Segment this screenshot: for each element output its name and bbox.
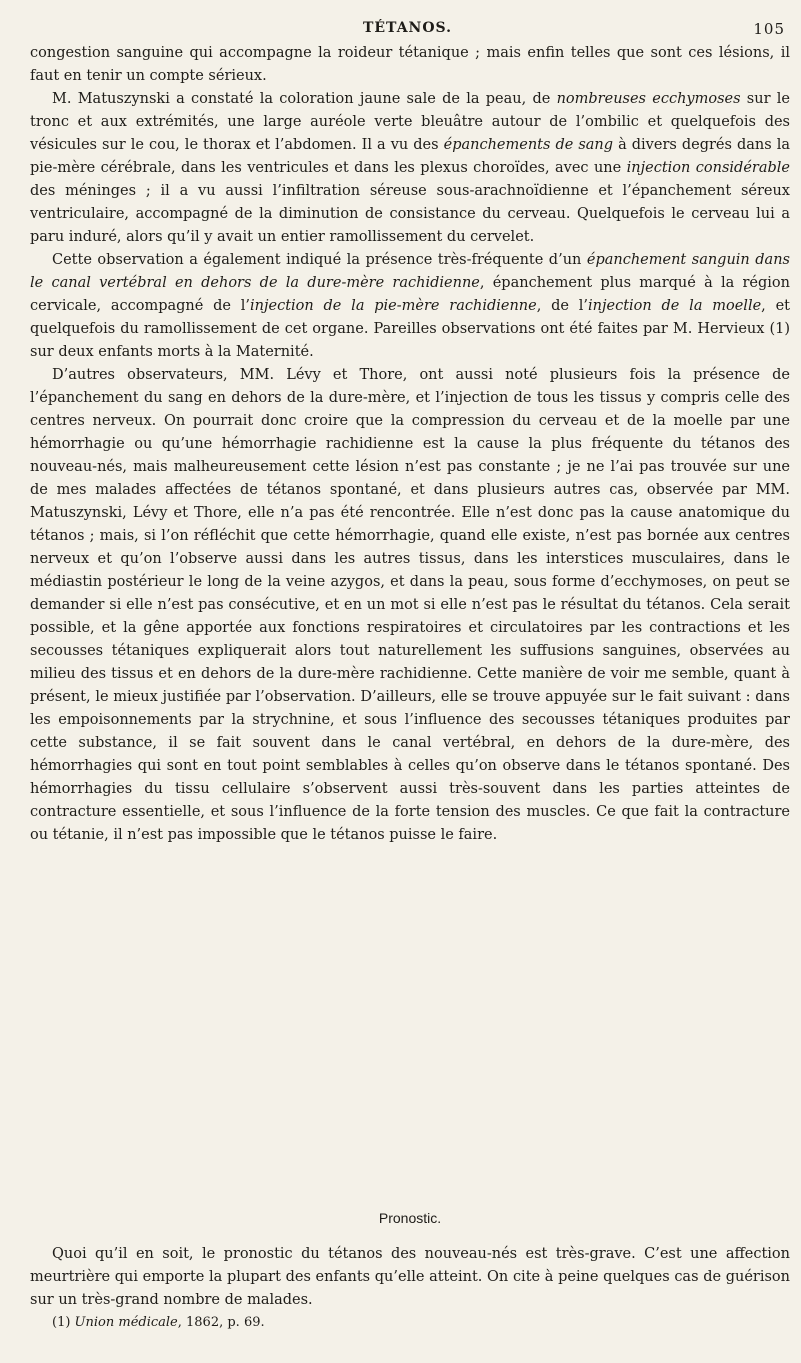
page-header xyxy=(30,20,785,40)
paragraph-3 xyxy=(30,249,790,364)
running-title: TÉTANOS. xyxy=(362,20,453,36)
footnote-marker: (1) xyxy=(52,1315,75,1330)
paragraph-text: sur le tronc et aux extrémités, une large auréole verte bleuâtre autour de l’ombilic et quelquefois des vésicules sur le cou, le thorax et l’abdomen. Il a vu des xyxy=(30,91,790,153)
italic-text: épanchement sanguin dans le canal vertébral en dehors de la dure-mère rachidienne xyxy=(30,252,790,291)
italic-text: épanchements de sang xyxy=(443,137,614,153)
paragraph-text: , de l’ xyxy=(536,298,589,314)
paragraph-text: congestion sanguine qui accompagne la roideur tétanique ; mais enfin telles que sont ces lésions, il faut en tenir un compte sérieux. xyxy=(30,45,790,84)
paragraph-text: , épanchement plus marqué à la région cervicale, accompagné de l’ xyxy=(30,275,790,314)
paragraph-1 xyxy=(30,42,790,88)
footnote-source: Union médicale xyxy=(74,1315,178,1330)
paragraph-2 xyxy=(30,88,790,249)
paragraph-text: des méninges ; il a vu aussi l’infiltration séreuse sous-arachnoïdienne et l’épanchement séreux ventriculaire, accompagné de la diminution de consistance du cerveau. Quelquefois le cerveau lui a paru induré, alors qu’il y avait un entier ramollissement du cervelet. xyxy=(30,183,790,245)
page-number: 105 xyxy=(753,20,785,38)
footnote xyxy=(52,1315,265,1330)
paragraph-text: , et quelquefois du ramollissement de cet organe. Pareilles observations ont été faites par M. Hervieux (1) sur deux enfants morts à la Maternité. xyxy=(30,298,790,360)
italic-text: injection de la pie-mère rachidienne xyxy=(250,298,537,314)
paragraph-text: Cette observation a également indiqué la présence très-fréquente d’un xyxy=(52,252,587,268)
footnote-reference: , 1862, p. 69. xyxy=(177,1315,265,1330)
italic-text: injection de la moelle xyxy=(588,298,762,314)
italic-text: nombreuses ecchymoses xyxy=(556,91,741,107)
italic-text: injection considérable xyxy=(626,160,790,176)
section-title: Pronostic. xyxy=(378,1210,442,1226)
prognosis-text xyxy=(30,1243,790,1312)
paragraph-text: à divers degrés dans la pie-mère cérébrale, dans les ventricules et dans les plexus choroïdes, avec une xyxy=(30,137,790,176)
body-text xyxy=(30,42,790,847)
paragraph-text: D’autres observateurs, MM. Lévy et Thore, ont aussi noté plusieurs fois la présence de l’épanchement du sang en dehors de la dure-mère, et l’injection de tous les tissus y compris celle des centres nerveux. On pourrait donc croire que la compression du cerveau et de la moelle par une hémorrhagie ou qu’une hémorrhagie rachidienne est la cause la plus fréquente du tétanos des nouveau-nés, mais malheureusement cette lésion n’est pas constante ; je ne l’ai pas trouvée sur une de mes malades affectées de tétanos spontané, et dans plusieurs autres cas, observée par MM. Matuszynski, Lévy et Thore, elle n’a pas été rencontrée. Elle n’est donc pas la cause anatomique du tétanos ; mais, si l’on réfléchit que cette hémorrhagie, quand elle existe, n’est pas bornée aux centres nerveux et qu’on l’observe aussi dans les autres tissus, dans les interstices musculaires, dans le médiastin postérieur le long de la veine azygos, et dans la peau, sous forme d’ecchymoses, on peut se demander si elle n’est pas consécutive, et en un mot si elle n’est pas le résultat du tétanos. Cela serait possible, et la gêne apportée aux fonctions respiratoires et circulatoires par les contractions et les secousses tétaniques expliquerait alors tout naturellement les suffusions sanguines, observées au milieu des tissus et en dehors de la dure-mère rachidienne. Cette manière de voir me semble, quant à présent, le mieux justifiée par l’observation. D’ailleurs, elle se trouve appuyée sur le fait suivant : dans les empoisonnements par la strychnine, et sous l’influence des secousses tétaniques produites par cette substance, il se fait souvent dans le canal vertébral, en dehors de la dure-mère, des hémorrhagies qui sont en tout point semblables à celles qu’on observe dans le tétanos spontané. Des hémorrhagies du tissu cellulaire s’observent aussi très-souvent dans les parties atteintes de contracture essentielle, et sous l’influence de la forte tension des muscles. Ce que fait la contracture ou tétanie, il n’est pas impossible que le tétanos puisse le faire. xyxy=(30,367,790,843)
prognosis-paragraph: Quoi qu’il en soit, le pronostic du tétanos des nouveau-nés est très-grave. C’est une affection meurtrière qui emporte la plupart des enfants qu’elle atteint. On cite à peine quelques cas de guérison sur un très-grand nombre de malades. xyxy=(30,1246,790,1308)
paragraph-text: M. Matuszynski a constaté la coloration jaune sale de la peau, de xyxy=(52,91,557,107)
paragraph-4 xyxy=(30,364,790,847)
